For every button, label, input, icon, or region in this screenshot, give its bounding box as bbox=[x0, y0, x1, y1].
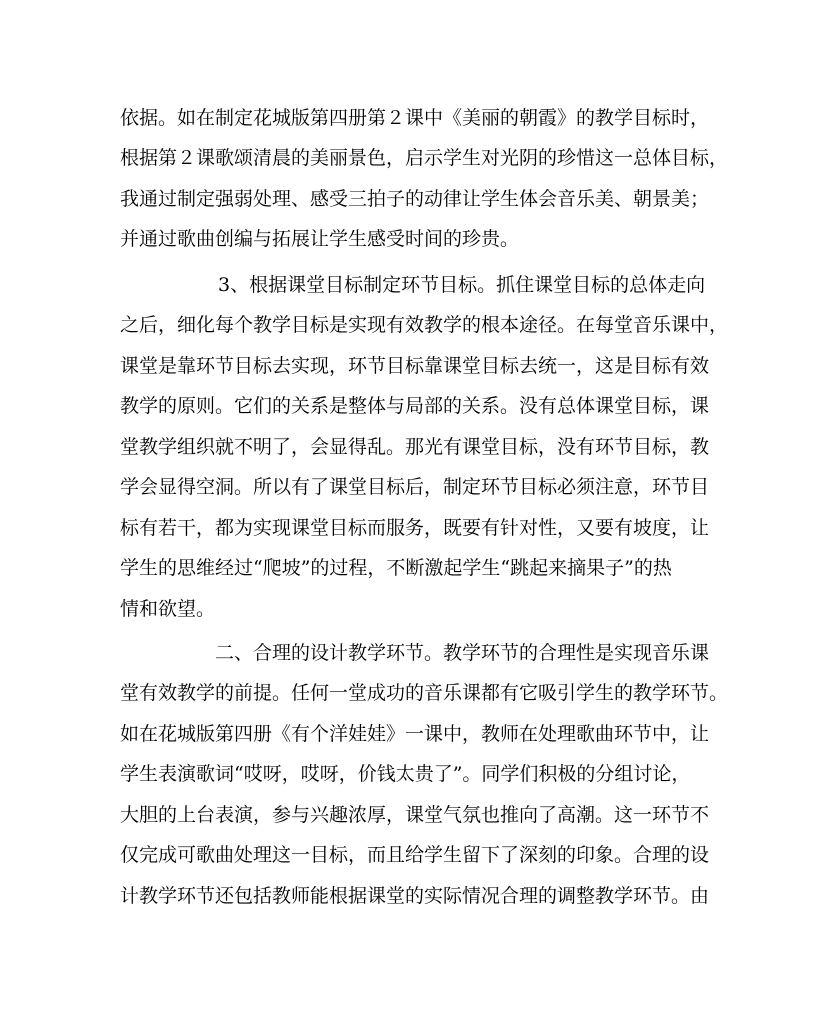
text-line bbox=[0, 181, 816, 217]
text-line bbox=[0, 348, 816, 384]
text-line-content: 根据第２课歌颂清晨的美丽景色，启示学生对光阴的珍惜这一总体目标， bbox=[120, 147, 729, 169]
text-line-content: 计教学环节还包括教师能根据课堂的实际情况合理的调整教学环节。由 bbox=[120, 885, 710, 907]
text-line-content: 二、合理的设计教学环节。教学环节的合理性是实现音乐课 bbox=[215, 642, 710, 664]
text-line-content: 之后，细化每个教学目标是实现有效教学的根本途径。在每堂音乐课中， bbox=[120, 314, 729, 336]
text-line bbox=[0, 221, 816, 257]
text-line bbox=[0, 837, 816, 873]
text-line-content: 堂教学组织就不明了，会显得乱。那光有课堂目标，没有环节目标，教 bbox=[120, 436, 710, 458]
text-line-content: 教学的原则。它们的关系是整体与局部的关系。没有总体课堂目标，课 bbox=[120, 395, 710, 417]
text-line-content: 情和欲望。 bbox=[120, 598, 216, 620]
text-line bbox=[0, 429, 816, 465]
text-line bbox=[0, 267, 816, 303]
text-line bbox=[0, 716, 816, 752]
text-line bbox=[0, 100, 816, 136]
text-line bbox=[0, 469, 816, 505]
text-line-content: 仅完成可歌曲处理这一目标，而且给学生留下了深刻的印象。合理的设 bbox=[120, 844, 710, 866]
text-line-content: 学会显得空洞。所以有了课堂目标后，制定环节目标必须注意，环节目 bbox=[120, 476, 710, 498]
text-line bbox=[0, 307, 816, 343]
text-line-content: 并通过歌曲创编与拓展让学生感受时间的珍贵。 bbox=[120, 228, 520, 250]
text-line-content: 标有若干，都为实现课堂目标而服务，既要有针对性，又要有坡度，让 bbox=[120, 517, 710, 539]
text-line-content: 课堂是靠环节目标去实现，环节目标靠课堂目标去统一，这是目标有效 bbox=[120, 355, 710, 377]
text-line bbox=[0, 797, 816, 833]
text-line bbox=[0, 591, 816, 627]
text-line bbox=[0, 140, 816, 176]
text-line bbox=[0, 510, 816, 546]
text-line-content: 如在花城版第四册《有个洋娃娃》一课中，教师在处理歌曲环节中，让 bbox=[120, 723, 710, 745]
text-line bbox=[0, 756, 816, 792]
text-line bbox=[0, 550, 816, 586]
text-line bbox=[0, 635, 816, 671]
text-line-content: 学生的思维经过“爬坡”的过程，不断激起学生“跳起来摘果子”的热 bbox=[120, 557, 672, 579]
text-line bbox=[0, 878, 816, 914]
text-line bbox=[0, 388, 816, 424]
text-line-content: 堂有效教学的前提。任何一堂成功的音乐课都有它吸引学生的教学环节。 bbox=[120, 682, 729, 704]
text-line-content: 学生表演歌词“哎呀，哎呀，价钱太贵了”。同学们积极的分组讨论， bbox=[120, 763, 691, 785]
text-line-content: 3、根据课堂目标制定环节目标。抓住课堂目标的总体走向 bbox=[218, 274, 706, 296]
text-line bbox=[0, 675, 816, 711]
text-line-content: 我通过制定强弱处理、感受三拍子的动律让学生体会音乐美、朝景美； bbox=[120, 188, 710, 210]
text-line-content: 大胆的上台表演，参与兴趣浓厚，课堂气氛也推向了高潮。这一环节不 bbox=[120, 804, 710, 826]
text-line-content: 依据。如在制定花城版第四册第２课中《美丽的朝霞》的教学目标时， bbox=[120, 107, 710, 129]
